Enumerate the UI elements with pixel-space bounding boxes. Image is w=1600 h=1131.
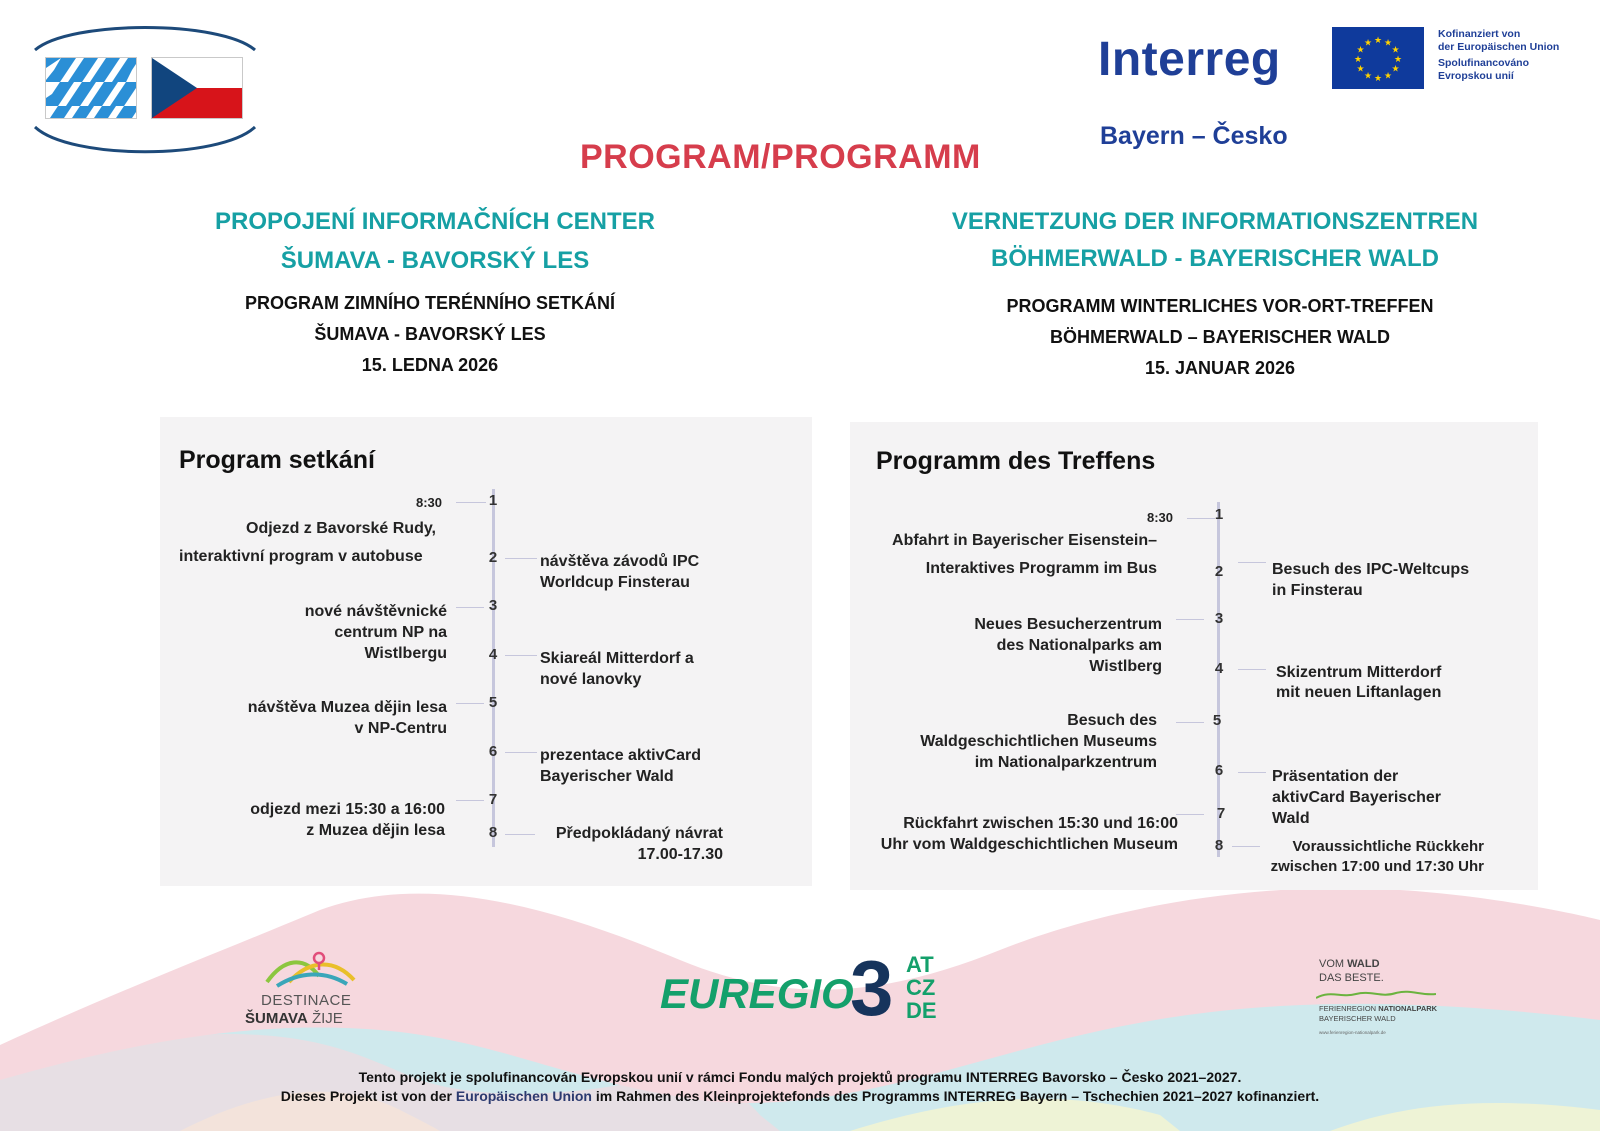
- cz-subtitle-date: 15. LEDNA 2026: [361, 355, 499, 375]
- de-item-4-line2: mit neuen Liftanlagen: [1276, 684, 1442, 701]
- de-subtitle-line1: PROGRAMM WINTERLICHES VOR-ORT-TREFFEN: [1006, 296, 1434, 316]
- cz-item-2: [540, 551, 760, 593]
- euregio-at: AT: [906, 952, 934, 977]
- de-item-7: [850, 813, 1178, 855]
- de-subtitle-line2: BÖHMERWALD – BAYERISCHER WALD: [1049, 327, 1391, 347]
- cz-tick-2: [505, 558, 537, 559]
- cz-item-4: [540, 648, 760, 690]
- nationalpark-word: NATIONALPARK: [1378, 1004, 1438, 1013]
- cz-item-8-line1: Předpokládaný návrat: [555, 825, 723, 842]
- cz-tick-3: [456, 607, 484, 608]
- de-step-number: 1: [1214, 506, 1224, 523]
- de-item-1-line1: Abfahrt in Bayerischer Eisenstein–: [892, 532, 1157, 549]
- de-item-3: [910, 614, 1162, 677]
- vomwald-line2: DAS BESTE.: [1319, 972, 1384, 984]
- cofinanced-cz-line1: Spolufinancováno: [1438, 57, 1530, 69]
- cz-step-number: 6: [488, 743, 498, 760]
- de-step-number: 2: [1214, 563, 1224, 580]
- cz-item-4-line1: Skiareál Mitterdorf a: [540, 650, 694, 667]
- de-item-2-line2: in Finsterau: [1272, 582, 1363, 599]
- cz-subtitle-line1: PROGRAM ZIMNÍHO TERÉNNÍHO SETKÁNÍ: [244, 293, 615, 313]
- footer-text-de: [0, 1088, 1600, 1104]
- cz-item-7-line2: z Muzea dějin lesa: [306, 822, 445, 839]
- cz-item-6-line2: Bayerischer Wald: [540, 768, 674, 785]
- de-tick-4: [1238, 669, 1266, 670]
- de-item-8: [1230, 837, 1484, 877]
- cz-item-7: [200, 799, 445, 841]
- cofinanced-cz-line2: Evropskou unií: [1438, 70, 1514, 82]
- eu-cofinanced-text: [1438, 28, 1598, 83]
- de-tick-3: [1176, 619, 1204, 620]
- cz-step-number: 1: [488, 492, 498, 509]
- de-step-number: 7: [1216, 805, 1226, 822]
- cz-tick-5: [456, 703, 484, 704]
- svg-text:★: ★: [1393, 55, 1403, 65]
- bavaria-flag-icon: [45, 57, 137, 119]
- interreg-wordmark: Interreg: [1098, 33, 1281, 86]
- svg-text:★: ★: [1363, 38, 1373, 49]
- cz-item-8: [520, 823, 723, 865]
- svg-text:★: ★: [1391, 45, 1400, 56]
- de-title-line2: BÖHMERWALD - BAYERISCHER WALD: [990, 245, 1440, 272]
- cz-tick-7: [456, 800, 484, 801]
- de-title-line1: VERNETZUNG DER INFORMATIONSZENTREN: [951, 208, 1479, 235]
- hills-line-icon: [1316, 988, 1436, 1002]
- page-title: PROGRAM/PROGRAMM: [580, 138, 981, 176]
- vom-word: VOM: [1319, 958, 1348, 970]
- de-item-5-line3: im Nationalparkzentrum: [974, 754, 1157, 771]
- cz-item-3-line1: nové návštěvnické: [304, 603, 447, 620]
- czech-flag-icon: [151, 57, 243, 119]
- cz-step-number: 3: [488, 597, 498, 614]
- cz-item-6: [540, 745, 760, 787]
- wald-word: WALD: [1347, 958, 1380, 970]
- de-item-5-line1: Besuch des: [1067, 712, 1157, 729]
- eu-flag-icon: [1332, 27, 1424, 89]
- de-item-8-line1: Voraussichtliche Rückkehr: [1292, 838, 1484, 855]
- cz-item-3: [200, 601, 447, 664]
- cz-start-time: 8:30: [416, 495, 443, 510]
- de-step-number: 5: [1212, 712, 1222, 729]
- de-tick-2: [1238, 562, 1266, 563]
- de-item-3-line1: Neues Besucherzentrum: [974, 616, 1162, 633]
- de-step-number: 8: [1214, 837, 1224, 854]
- cz-item-5-line2: v NP-Centru: [354, 720, 447, 737]
- destinace-label: DESTINACE: [261, 992, 352, 1009]
- svg-text:★: ★: [1391, 64, 1400, 75]
- de-item-1: [850, 527, 1157, 583]
- cz-step-number: 2: [488, 549, 498, 566]
- de-item-4: [1276, 663, 1516, 703]
- cz-item-4-line2: nové lanovky: [540, 671, 642, 688]
- cz-item-6-line1: prezentace aktivCard: [540, 747, 701, 764]
- cz-item-5: [200, 697, 447, 739]
- de-step-number: 3: [1214, 610, 1224, 627]
- vomwald-url: www.ferienregion-nationalpark.de: [1319, 1030, 1386, 1035]
- de-item-2: [1272, 559, 1522, 601]
- de-item-7-line2: Uhr vom Waldgeschichtlichen Museum: [880, 836, 1178, 853]
- de-item-3-line3: Wistlberg: [1089, 658, 1162, 675]
- cz-step-number: 4: [488, 646, 498, 663]
- de-start-time: 8:30: [1147, 510, 1174, 525]
- svg-text:★: ★: [1356, 64, 1365, 75]
- de-item-6-line1: Präsentation der: [1272, 768, 1399, 785]
- de-item-1-line2: Interaktives Programm im Bus: [925, 560, 1157, 577]
- cz-item-8-line2: 17.00-17.30: [637, 846, 723, 863]
- de-item-6: [1272, 766, 1512, 829]
- sumava-word: ŠUMAVA: [245, 1010, 308, 1027]
- de-tick-7: [1176, 814, 1204, 815]
- cz-item-1-line2: interaktivní program v autobuse: [179, 548, 423, 565]
- cz-tick-6: [505, 752, 537, 753]
- euregio-cz: CZ: [906, 975, 936, 1000]
- de-subtitle-date: 15. JANUAR 2026: [1144, 358, 1296, 378]
- de-step-number: 6: [1214, 762, 1224, 779]
- mountains-icon: [259, 950, 369, 990]
- interreg-logo: [1098, 30, 1308, 100]
- cz-tick-1: [456, 502, 486, 503]
- svg-text:★: ★: [1363, 71, 1373, 82]
- cofinanced-de-line2: der Europäischen Union: [1438, 41, 1560, 53]
- footer-de-part1: Dieses Projekt ist von der: [280, 1088, 456, 1104]
- svg-text:★: ★: [1356, 45, 1365, 56]
- de-program-panel: [850, 422, 1538, 890]
- cz-item-3-line2: centrum NP na: [334, 624, 447, 641]
- cz-item-7-line1: odjezd mezi 15:30 a 16:00: [250, 801, 445, 818]
- ferienregion-word: FERIENREGION: [1319, 1004, 1379, 1013]
- svg-text:★: ★: [1373, 74, 1383, 84]
- de-item-4-line1: Skizentrum Mitterdorf: [1276, 664, 1442, 681]
- vomwald-line3: [1319, 1004, 1437, 1013]
- cz-subtitle-line2: ŠUMAVA - BAVORSKÝ LES: [314, 324, 546, 344]
- euregio-logo: [660, 944, 960, 1032]
- partner-flags-logo: [30, 15, 260, 160]
- de-timeline-line: [1217, 502, 1220, 857]
- de-item-5-line2: Waldgeschichtlichen Museums: [920, 733, 1157, 750]
- footer-de-eu-highlight: Europäischen Union: [455, 1088, 592, 1104]
- zije-word: ŽIJE: [311, 1010, 343, 1027]
- svg-text:★: ★: [1383, 71, 1393, 82]
- vomwald-line1: [1319, 958, 1380, 970]
- euregio-number: 3: [850, 944, 894, 1032]
- de-item-7-line1: Rückfahrt zwischen 15:30 und 16:00: [903, 815, 1178, 832]
- cz-step-number: 7: [488, 791, 498, 808]
- cz-program-panel: [160, 417, 812, 886]
- cz-item-5-line1: návštěva Muzea dějin lesa: [247, 699, 447, 716]
- de-item-3-line2: des Nationalparks am: [996, 637, 1162, 654]
- cz-panel-title: Program setkání: [179, 446, 375, 474]
- destinace-sumava-logo: [245, 950, 375, 1030]
- footer-text-cz: Tento projekt je spolufinancován Evropskou unií v rámci Fondu malých projektů programu INTERREG Bavorsko – Česko 2021–2027.: [358, 1069, 1242, 1085]
- sumava-label: [245, 1010, 343, 1027]
- de-panel-title: Programm des Treffens: [876, 447, 1156, 475]
- de-item-8-line2: zwischen 17:00 und 17:30 Uhr: [1270, 858, 1484, 875]
- de-item-5: [870, 710, 1157, 773]
- de-tick-1: [1187, 518, 1215, 519]
- de-item-6-line3: Wald: [1272, 810, 1310, 827]
- svg-text:★: ★: [1373, 36, 1383, 46]
- cz-item-1: [160, 515, 436, 543]
- cz-title-line2: ŠUMAVA - BAVORSKÝ LES: [280, 247, 590, 274]
- svg-text:★: ★: [1353, 55, 1363, 65]
- ferienregion-nationalpark-logo: [1316, 958, 1446, 1048]
- de-item-6-line2: aktivCard Bayerischer: [1272, 789, 1441, 806]
- cofinanced-de-line1: Kofinanziert von: [1438, 28, 1521, 40]
- cz-step-number: 5: [488, 694, 498, 711]
- de-tick-5: [1176, 722, 1204, 723]
- de-tick-6: [1238, 772, 1266, 773]
- euregio-de: DE: [906, 998, 937, 1023]
- cz-item-2-line2: Worldcup Finsterau: [540, 574, 690, 591]
- de-step-number: 4: [1214, 660, 1224, 677]
- cz-step-number: 8: [488, 824, 498, 841]
- de-item-2-line1: Besuch des IPC-Weltcups: [1272, 561, 1470, 578]
- vomwald-line4: BAYERISCHER WALD: [1319, 1014, 1396, 1023]
- cz-item-3-line3: Wistlbergu: [364, 645, 447, 662]
- euregio-wordmark: EUREGIO: [660, 970, 854, 1017]
- cz-item-1b: [179, 543, 459, 571]
- cz-title-line1: PROPOJENÍ INFORMAČNÍCH CENTER: [214, 208, 656, 235]
- svg-text:★: ★: [1383, 38, 1393, 49]
- interreg-region: Bayern – Česko: [1100, 122, 1288, 150]
- cz-item-2-line1: návštěva závodů IPC: [540, 553, 700, 570]
- cz-tick-4: [505, 655, 537, 656]
- cz-item-1-line1: Odjezd z Bavorské Rudy,: [246, 520, 436, 537]
- footer-de-part3: im Rahmen des Kleinprojektefonds des Programms INTERREG Bayern – Tschechien 2021–2027 kofinanziert.: [591, 1088, 1320, 1104]
